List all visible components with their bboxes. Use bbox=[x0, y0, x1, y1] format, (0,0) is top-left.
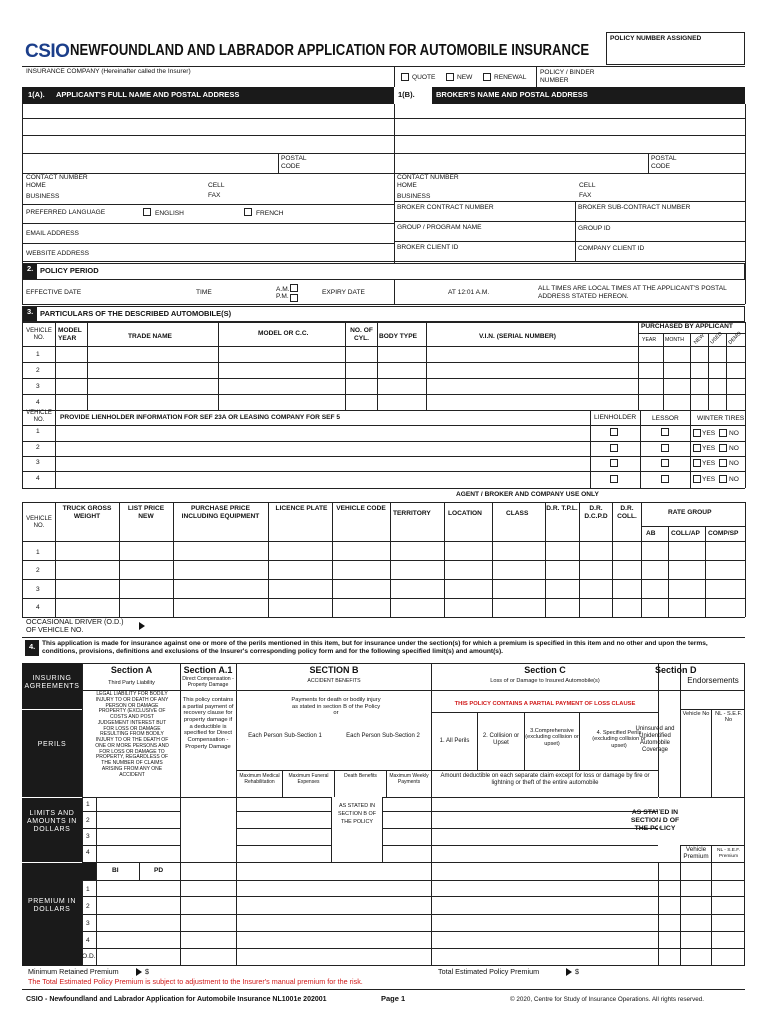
website-address-label: WEBSITE ADDRESS bbox=[26, 250, 90, 257]
winter-yes-label-4: YES bbox=[702, 476, 716, 483]
section-a1-peril-text: This policy contains a partial payment of recovery clause for property damage if a deductible is specified for Direct Compensation - Property Damage bbox=[182, 697, 234, 750]
winter-yes-label-1: YES bbox=[702, 430, 716, 437]
time-label: TIME bbox=[196, 289, 212, 296]
winter-no-checkbox-4[interactable] bbox=[719, 475, 727, 483]
body-type-header: BODY TYPE bbox=[379, 333, 417, 340]
section-b-max-funeral: Maximum Funeral Expenses bbox=[288, 773, 329, 785]
broker-business-label: BUSINESS bbox=[397, 193, 431, 200]
pm-label: P.M. bbox=[276, 293, 289, 300]
quote-checkbox[interactable] bbox=[401, 73, 409, 81]
company-client-id-label: COMPANY CLIENT ID bbox=[578, 245, 645, 252]
section-b-title: SECTION B bbox=[309, 665, 359, 675]
min-retained-dollar: $ bbox=[145, 967, 149, 976]
am-label: A.M. bbox=[276, 286, 290, 293]
endorsement-nl-sef-no: NL - S.E.F. No bbox=[715, 711, 742, 724]
class-header: CLASS bbox=[506, 510, 529, 517]
model-cc-header: MODEL OR C.C. bbox=[258, 330, 309, 337]
occasional-arrow-icon bbox=[139, 622, 145, 630]
section-b-death-benefits: Death Benefits bbox=[344, 773, 377, 779]
endorsements-title: Endorsements bbox=[687, 676, 739, 685]
policy-period-num: 2. bbox=[23, 264, 37, 279]
effective-date-label: EFFECTIVE DATE bbox=[26, 289, 82, 296]
bi-header: BI bbox=[112, 867, 119, 874]
section-a-peril-text: LEGAL LIABILITY FOR BODILY INJURY TO OR DEATH OF ANY PERSON OR DAMAGE PROPERTY (EXCLUSIVE OF COSTS AND POST JUDGEMENT INTEREST BUT FOR LOSS OR DAMAGE RESULTING FROM BODILY INJURY TO OR THE DEATH OF ONE OR MORE PERSONS AND FOR LOSS OR DAMAGE TO PROPERTY, REGARDLESS OF THE NUMBER OF CLAIMS ARISING FROM ANY ONE ACCIDENT bbox=[95, 691, 169, 778]
agent-row-1: 1 bbox=[36, 549, 40, 556]
limits-row-1: 1 bbox=[86, 801, 90, 808]
footer-page: Page 1 bbox=[381, 994, 406, 1003]
rate-group-header: RATE GROUP bbox=[668, 509, 712, 516]
applicant-business-label: BUSINESS bbox=[26, 193, 60, 200]
insurance-company-label: INSURANCE COMPANY (Hereinafter called the Insurer) bbox=[26, 68, 191, 75]
purchased-year-header: YEAR bbox=[642, 337, 657, 343]
total-estimated-dollar: $ bbox=[575, 967, 579, 976]
vehicle-row-2: 2 bbox=[36, 367, 40, 374]
pm-checkbox[interactable] bbox=[290, 294, 298, 302]
renewal-label: RENEWAL bbox=[494, 74, 527, 81]
applicant-contact-number-label: CONTACT NUMBER bbox=[26, 174, 88, 181]
lienholder-checkbox-1[interactable] bbox=[610, 428, 618, 436]
licence-plate-header: LICENCE PLATE bbox=[275, 505, 328, 512]
min-retained-premium-label: Minimum Retained Premium bbox=[28, 967, 119, 976]
premium-adjustment-warning: The Total Estimated Policy Premium is subject to adjustment to the Insurer's manual premium for the risk. bbox=[28, 977, 363, 986]
lienholder-info-title: PROVIDE LIENHOLDER INFORMATION FOR SEF 23A OR LEASING COMPANY FOR SEF 5 bbox=[60, 414, 341, 421]
new-checkbox[interactable] bbox=[446, 73, 454, 81]
agent-row-4: 4 bbox=[36, 604, 40, 611]
purchased-by-applicant-header: PURCHASED BY APPLICANT bbox=[641, 323, 733, 330]
policy-period-title: POLICY PERIOD bbox=[40, 266, 99, 275]
lessor-checkbox-3[interactable] bbox=[661, 459, 669, 467]
purchased-demo-header: DEMO bbox=[727, 330, 743, 346]
winter-no-label-1: NO bbox=[729, 430, 739, 437]
winter-yes-checkbox-4[interactable] bbox=[693, 475, 701, 483]
vehicles-title: PARTICULARS OF THE DESCRIBED AUTOMOBILE(S) bbox=[40, 309, 232, 318]
model-year-header: MODEL YEAR bbox=[58, 327, 82, 342]
email-address-label: EMAIL ADDRESS bbox=[26, 230, 79, 237]
lien-vehicle-no-header: VEHICLE NO. bbox=[26, 410, 52, 423]
local-times-note: ALL TIMES ARE LOCAL TIMES AT THE APPLICANT'S POSTAL ADDRESS STATED HEREON. bbox=[538, 285, 727, 300]
policy-number-assigned-label: POLICY NUMBER ASSIGNED bbox=[610, 35, 702, 42]
premium-row-2: 2 bbox=[86, 903, 90, 910]
expiry-date-label: EXPIRY DATE bbox=[322, 289, 365, 296]
agent-row-3: 3 bbox=[36, 586, 40, 593]
broker-home-label: HOME bbox=[397, 182, 417, 189]
section-4-num: 4. bbox=[25, 640, 39, 656]
applicant-postal-code-label: POSTAL CODE bbox=[281, 155, 307, 170]
winter-no-checkbox-2[interactable] bbox=[719, 444, 727, 452]
section-c-deductible-note: Amount deductible on each separate claim except for loss or damage by fire or lightning or theft of the entire automobile bbox=[440, 773, 650, 786]
winter-no-label-3: NO bbox=[729, 460, 739, 467]
limits-row-3: 3 bbox=[86, 833, 90, 840]
total-estimated-premium-label: Total Estimated Policy Premium bbox=[438, 967, 540, 976]
section-b-max-medical: Maximum Medical Rehabilitation bbox=[239, 773, 280, 785]
section-a1-title: Section A.1 bbox=[183, 665, 233, 675]
section-b-max-weekly: Maximum Weekly Payments bbox=[389, 773, 429, 785]
winter-no-checkbox-1[interactable] bbox=[719, 429, 727, 437]
total-estimated-arrow-icon bbox=[566, 968, 572, 976]
trade-name-header: TRADE NAME bbox=[128, 333, 172, 340]
lienholder-checkbox-4[interactable] bbox=[610, 475, 618, 483]
endorsement-nl-sef-premium: NL - S.E.F. Premium bbox=[716, 848, 740, 859]
limits-row-4: 4 bbox=[86, 849, 90, 856]
endorsement-vehicle-no: Vehicle No bbox=[682, 711, 710, 717]
section-b-each1: Each Person Sub-Section 1 bbox=[248, 733, 322, 739]
min-retained-arrow-icon bbox=[136, 968, 142, 976]
broker-subcontract-number-label: BROKER SUB-CONTRACT NUMBER bbox=[578, 204, 691, 211]
broker-contact-number-label: CONTACT NUMBER bbox=[397, 174, 459, 181]
lien-row-1: 1 bbox=[36, 428, 40, 435]
section-a1-subtitle: Direct Compensation - Property Damage bbox=[182, 676, 234, 688]
lessor-header: LESSOR bbox=[652, 415, 679, 422]
applicant-cell-label: CELL bbox=[208, 182, 225, 189]
lessor-checkbox-1[interactable] bbox=[661, 428, 669, 436]
location-header: LOCATION bbox=[448, 510, 482, 517]
dr-coll-header: D.R. COLL. bbox=[617, 505, 637, 520]
winter-tires-header: WINTER TIRES bbox=[697, 415, 745, 422]
section-b-payments-text: Payments for death or bodily injury as stated in section B of the Policy or bbox=[291, 697, 381, 717]
premium-label: PREMIUM IN DOLLARS bbox=[28, 898, 76, 914]
section-d-as-stated: AS STATED IN SECTION D OF THE POLICY bbox=[630, 809, 680, 832]
section-b-subtitle: ACCIDENT BENEFITS bbox=[307, 678, 361, 684]
winter-no-label-2: NO bbox=[729, 445, 739, 452]
section-d-title: Section D bbox=[655, 665, 697, 675]
purchased-month-header: MONTH bbox=[665, 337, 685, 343]
section-b-as-stated: AS STATED IN SECTION B OF THE POLICY bbox=[337, 803, 377, 825]
section-b-each2: Each Person Sub-Section 2 bbox=[346, 733, 420, 739]
agent-vehicle-no-header: VEHICLE NO. bbox=[26, 516, 52, 529]
form-title: NEWFOUNDLAND AND LABRADOR APPLICATION FOR AUTOMOBILE INSURANCE bbox=[70, 42, 590, 59]
winter-no-label-4: NO bbox=[729, 476, 739, 483]
occasional-driver-label: OCCASIONAL DRIVER (O.D.) OF VEHICLE NO. bbox=[26, 617, 124, 635]
applicant-fax-label: FAX bbox=[208, 192, 221, 199]
winter-yes-label-3: YES bbox=[702, 460, 716, 467]
section-a-title: Section A bbox=[110, 665, 153, 675]
limits-label: LIMITS AND AMOUNTS IN DOLLARS bbox=[27, 810, 77, 834]
winter-yes-checkbox-2[interactable] bbox=[693, 444, 701, 452]
group-id-label: GROUP ID bbox=[578, 225, 611, 232]
perils-label: PERILS bbox=[37, 741, 67, 748]
agent-row-2: 2 bbox=[36, 567, 40, 574]
vehicle-code-header: VEHICLE CODE bbox=[336, 505, 386, 512]
broker-postal-code-label: POSTAL CODE bbox=[651, 155, 677, 170]
vehicle-row-4: 4 bbox=[36, 399, 40, 406]
lien-row-2: 2 bbox=[36, 444, 40, 451]
section-c-subtitle: Loss of or Damage to Insured Automobile(s) bbox=[490, 678, 600, 684]
lien-row-4: 4 bbox=[36, 475, 40, 482]
list-price-new-header: LIST PRICE NEW bbox=[127, 505, 165, 520]
purchased-used-header: USED bbox=[709, 331, 724, 346]
lessor-checkbox-4[interactable] bbox=[661, 475, 669, 483]
purchased-new-header: NEW bbox=[692, 332, 706, 346]
broker-title: BROKER'S NAME AND POSTAL ADDRESS bbox=[432, 90, 592, 101]
section-c-comprehensive: 3.Comprehensive (excluding collision or upset) bbox=[525, 728, 579, 747]
am-checkbox[interactable] bbox=[290, 284, 298, 292]
footer-form-id: CSIO - Newfoundland and Labrador Application for Automobile Insurance NL1001e 202001 bbox=[26, 996, 327, 1003]
winter-yes-label-2: YES bbox=[702, 445, 716, 452]
broker-client-id-label: BROKER CLIENT ID bbox=[397, 244, 459, 251]
dr-tpl-header: D.R. T.P.L. bbox=[546, 505, 578, 512]
section-4-intro: This application is made for insurance against one or more of the perils mentioned in this item, but for insurance under the section(s) for which a premium is specified in this item and no other and upon the terms, conditions, provisions, definitions and exclusions of the Insurer's corresponding policy form and for the following specified limit(s) and amount(s). bbox=[42, 640, 708, 656]
purchase-price-header: PURCHASE PRICE INCLUDING EQUIPMENT bbox=[181, 505, 260, 520]
applicant-num: 1(A). bbox=[24, 90, 49, 101]
vehicles-num: 3. bbox=[23, 307, 37, 321]
vin-header: V.I.N. (SERIAL NUMBER) bbox=[479, 333, 556, 340]
at-1201-label: AT 12:01 A.M. bbox=[448, 289, 490, 296]
lien-row-3: 3 bbox=[36, 459, 40, 466]
renewal-checkbox[interactable] bbox=[483, 73, 491, 81]
group-program-name-label: GROUP / PROGRAM NAME bbox=[397, 224, 482, 231]
vehicle-row-3: 3 bbox=[36, 383, 40, 390]
broker-contract-number-label: BROKER CONTRACT NUMBER bbox=[397, 204, 494, 211]
vehicle-row-1: 1 bbox=[36, 351, 40, 358]
lienholder-checkbox-2[interactable] bbox=[610, 444, 618, 452]
lessor-checkbox-2[interactable] bbox=[661, 444, 669, 452]
winter-yes-checkbox-1[interactable] bbox=[693, 429, 701, 437]
lienholder-header: LIENHOLDER bbox=[594, 414, 637, 421]
broker-num: 1(B). bbox=[398, 90, 415, 99]
section-c-collision: 2. Collision or Upset bbox=[482, 733, 520, 746]
preferred-language-label: PREFERRED LANGUAGE bbox=[26, 209, 106, 216]
csio-logo: CSIO bbox=[25, 41, 70, 62]
footer-copyright: © 2020, Centre for Study of Insurance Operations. All rights reserved. bbox=[510, 996, 704, 1003]
winter-yes-checkbox-3[interactable] bbox=[693, 459, 701, 467]
lienholder-checkbox-3[interactable] bbox=[610, 459, 618, 467]
ab-header: AB bbox=[646, 530, 656, 537]
english-checkbox[interactable] bbox=[143, 208, 151, 216]
insuring-agreements-label: INSURING AGREEMENTS bbox=[24, 675, 80, 691]
dr-dcpd-header: D.R. D.C.P.D bbox=[584, 505, 608, 520]
limits-row-2: 2 bbox=[86, 817, 90, 824]
endorsement-vehicle-premium: Vehicle Premium bbox=[683, 846, 709, 861]
policy-binder-label: POLICY / BINDER NUMBER bbox=[540, 69, 595, 84]
winter-no-checkbox-3[interactable] bbox=[719, 459, 727, 467]
section-a-subtitle: Third Party Liability bbox=[108, 680, 155, 686]
premium-row-4: 4 bbox=[86, 937, 90, 944]
territory-header: TERRITORY bbox=[393, 510, 431, 517]
french-checkbox[interactable] bbox=[244, 208, 252, 216]
section-c-clause: THIS POLICY CONTAINS A PARTIAL PAYMENT OF LOSS CLAUSE bbox=[454, 701, 636, 707]
section-c-all-perils: 1. All Perils bbox=[439, 738, 470, 744]
agent-broker-use-title: AGENT / BROKER AND COMPANY USE ONLY bbox=[456, 491, 599, 498]
coll-ap-header: COLL/AP bbox=[671, 530, 700, 537]
english-label: ENGLISH bbox=[155, 210, 184, 217]
vehicle-no-header: VEHICLE NO. bbox=[26, 328, 52, 341]
premium-row-od: O.D. bbox=[82, 953, 96, 960]
truck-gross-weight-header: TRUCK GROSS WEIGHT bbox=[62, 505, 112, 520]
applicant-title: APPLICANT'S FULL NAME AND POSTAL ADDRESS bbox=[52, 90, 243, 101]
section-d-uninsured: Uninsured and Unidentified Automobile Coverage bbox=[635, 726, 675, 753]
quote-label: QUOTE bbox=[412, 74, 436, 81]
comp-sp-header: COMP/SP bbox=[708, 530, 739, 537]
section-c-specified: 4. Specified Perils (excluding collision or upset) bbox=[592, 730, 646, 749]
premium-row-3: 3 bbox=[86, 920, 90, 927]
applicant-home-label: HOME bbox=[26, 182, 46, 189]
french-label: FRENCH bbox=[256, 210, 284, 217]
pd-header: PD bbox=[154, 867, 164, 874]
no-cyl-header: NO. OF CYL. bbox=[350, 327, 373, 342]
new-label: NEW bbox=[457, 74, 473, 81]
section-c-title: Section C bbox=[524, 665, 566, 675]
broker-cell-label: CELL bbox=[579, 182, 596, 189]
broker-fax-label: FAX bbox=[579, 192, 592, 199]
premium-row-1: 1 bbox=[86, 886, 90, 893]
